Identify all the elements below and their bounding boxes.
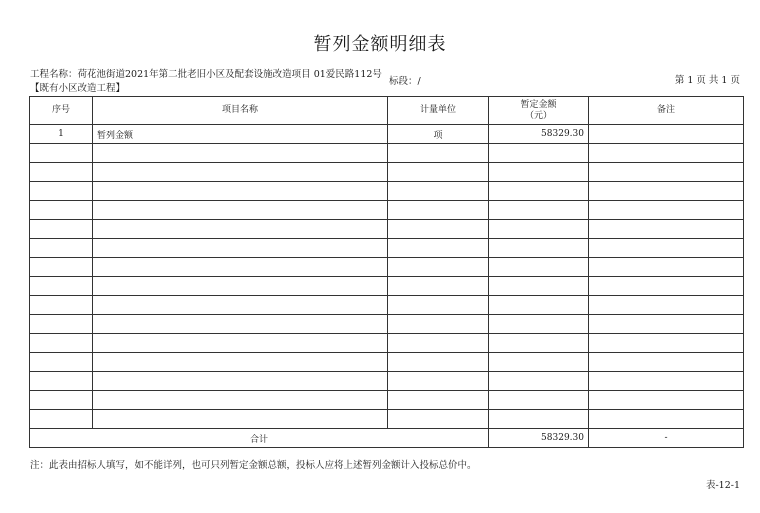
empty-cell xyxy=(589,334,744,353)
empty-cell xyxy=(30,372,93,391)
empty-cell xyxy=(30,277,93,296)
empty-cell xyxy=(388,144,489,163)
empty-cell xyxy=(388,277,489,296)
empty-cell xyxy=(589,258,744,277)
cell-unit: 项 xyxy=(388,125,489,144)
empty-cell xyxy=(589,315,744,334)
empty-cell xyxy=(93,144,388,163)
empty-cell xyxy=(30,163,93,182)
empty-cell xyxy=(589,182,744,201)
table-row-empty xyxy=(30,258,744,277)
empty-cell xyxy=(388,220,489,239)
empty-cell xyxy=(93,201,388,220)
empty-cell xyxy=(589,391,744,410)
cell-amount: 58329.30 xyxy=(489,125,589,144)
empty-cell xyxy=(388,410,489,429)
empty-cell xyxy=(30,410,93,429)
col-header-amount-line2: （元） xyxy=(524,110,552,121)
empty-cell xyxy=(30,239,93,258)
empty-cell xyxy=(388,182,489,201)
empty-cell xyxy=(30,296,93,315)
total-label: 合计 xyxy=(30,429,489,448)
table-row-empty xyxy=(30,239,744,258)
empty-cell xyxy=(589,201,744,220)
table-row-empty xyxy=(30,163,744,182)
table-row-empty xyxy=(30,315,744,334)
empty-cell xyxy=(93,258,388,277)
empty-cell xyxy=(589,144,744,163)
empty-cell xyxy=(388,334,489,353)
table-row-empty xyxy=(30,201,744,220)
empty-cell xyxy=(30,182,93,201)
table-row-empty xyxy=(30,353,744,372)
table-row-empty xyxy=(30,410,744,429)
col-header-remark: 备注 xyxy=(589,97,744,125)
table-row-empty xyxy=(30,220,744,239)
table-row-empty xyxy=(30,391,744,410)
empty-cell xyxy=(388,201,489,220)
empty-cell xyxy=(489,182,589,201)
footnote: 注：此表由招标人填写，如不能详列，也可只列暂定金额总额，投标人应将上述暂列金额计入投标总价中。 xyxy=(30,460,477,471)
empty-cell xyxy=(489,391,589,410)
empty-cell xyxy=(589,410,744,429)
col-header-name: 项目名称 xyxy=(93,97,388,125)
empty-cell xyxy=(388,315,489,334)
table-header-row xyxy=(30,97,744,125)
total-amount: 58329.30 xyxy=(489,429,589,448)
empty-cell xyxy=(489,163,589,182)
table-row xyxy=(30,125,744,144)
empty-cell xyxy=(30,391,93,410)
empty-cell xyxy=(93,334,388,353)
empty-cell xyxy=(589,220,744,239)
cell-remark xyxy=(589,125,744,144)
empty-cell xyxy=(489,144,589,163)
table-row-empty xyxy=(30,144,744,163)
table-row-empty xyxy=(30,296,744,315)
empty-cell xyxy=(589,372,744,391)
empty-cell xyxy=(489,277,589,296)
empty-cell xyxy=(388,353,489,372)
empty-cell xyxy=(489,353,589,372)
empty-cell xyxy=(93,277,388,296)
empty-cell xyxy=(93,391,388,410)
empty-cell xyxy=(489,410,589,429)
empty-cell xyxy=(489,201,589,220)
col-header-amount-line1: 暂定金额 xyxy=(520,99,557,110)
empty-cell xyxy=(30,144,93,163)
empty-cell xyxy=(489,258,589,277)
table-body xyxy=(30,125,744,429)
empty-cell xyxy=(30,315,93,334)
empty-cell xyxy=(489,372,589,391)
empty-cell xyxy=(93,372,388,391)
empty-cell xyxy=(388,372,489,391)
empty-cell xyxy=(30,353,93,372)
empty-cell xyxy=(93,182,388,201)
empty-cell xyxy=(93,315,388,334)
total-remark: - xyxy=(589,429,744,448)
col-header-amount xyxy=(489,97,589,125)
empty-cell xyxy=(388,163,489,182)
empty-cell xyxy=(589,353,744,372)
empty-cell xyxy=(30,334,93,353)
table-code: 表-12-1 xyxy=(705,480,740,491)
page-title: 暂列金额明细表 xyxy=(313,34,447,55)
empty-cell xyxy=(388,258,489,277)
table-row-empty xyxy=(30,334,744,353)
table-row-empty xyxy=(30,182,744,201)
empty-cell xyxy=(589,239,744,258)
empty-cell xyxy=(388,391,489,410)
col-header-seq: 序号 xyxy=(30,97,93,125)
empty-cell xyxy=(489,334,589,353)
empty-cell xyxy=(489,296,589,315)
empty-cell xyxy=(93,220,388,239)
empty-cell xyxy=(388,239,489,258)
empty-cell xyxy=(489,239,589,258)
empty-cell xyxy=(489,315,589,334)
empty-cell xyxy=(93,163,388,182)
empty-cell xyxy=(30,201,93,220)
table-row-empty xyxy=(30,277,744,296)
col-header-unit: 计量单位 xyxy=(388,97,489,125)
empty-cell xyxy=(93,410,388,429)
cell-seq: 1 xyxy=(30,125,93,144)
provisional-sum-table xyxy=(29,96,744,448)
table-row-empty xyxy=(30,372,744,391)
empty-cell xyxy=(489,220,589,239)
bid-section: 标段：/ xyxy=(389,76,421,87)
empty-cell xyxy=(589,163,744,182)
empty-cell xyxy=(30,220,93,239)
cell-name: 暂列金额 xyxy=(93,125,388,144)
empty-cell xyxy=(93,239,388,258)
empty-cell xyxy=(30,258,93,277)
empty-cell xyxy=(589,277,744,296)
empty-cell xyxy=(93,296,388,315)
page-number: 第 1 页 共 1 页 xyxy=(674,75,740,86)
empty-cell xyxy=(93,353,388,372)
empty-cell xyxy=(388,296,489,315)
total-row xyxy=(30,429,744,448)
project-name: 工程名称：荷花池街道2021年第二批老旧小区及配套设施改造项目 01爱民路112号【既有小区改造工程】 xyxy=(30,69,382,94)
empty-cell xyxy=(589,296,744,315)
